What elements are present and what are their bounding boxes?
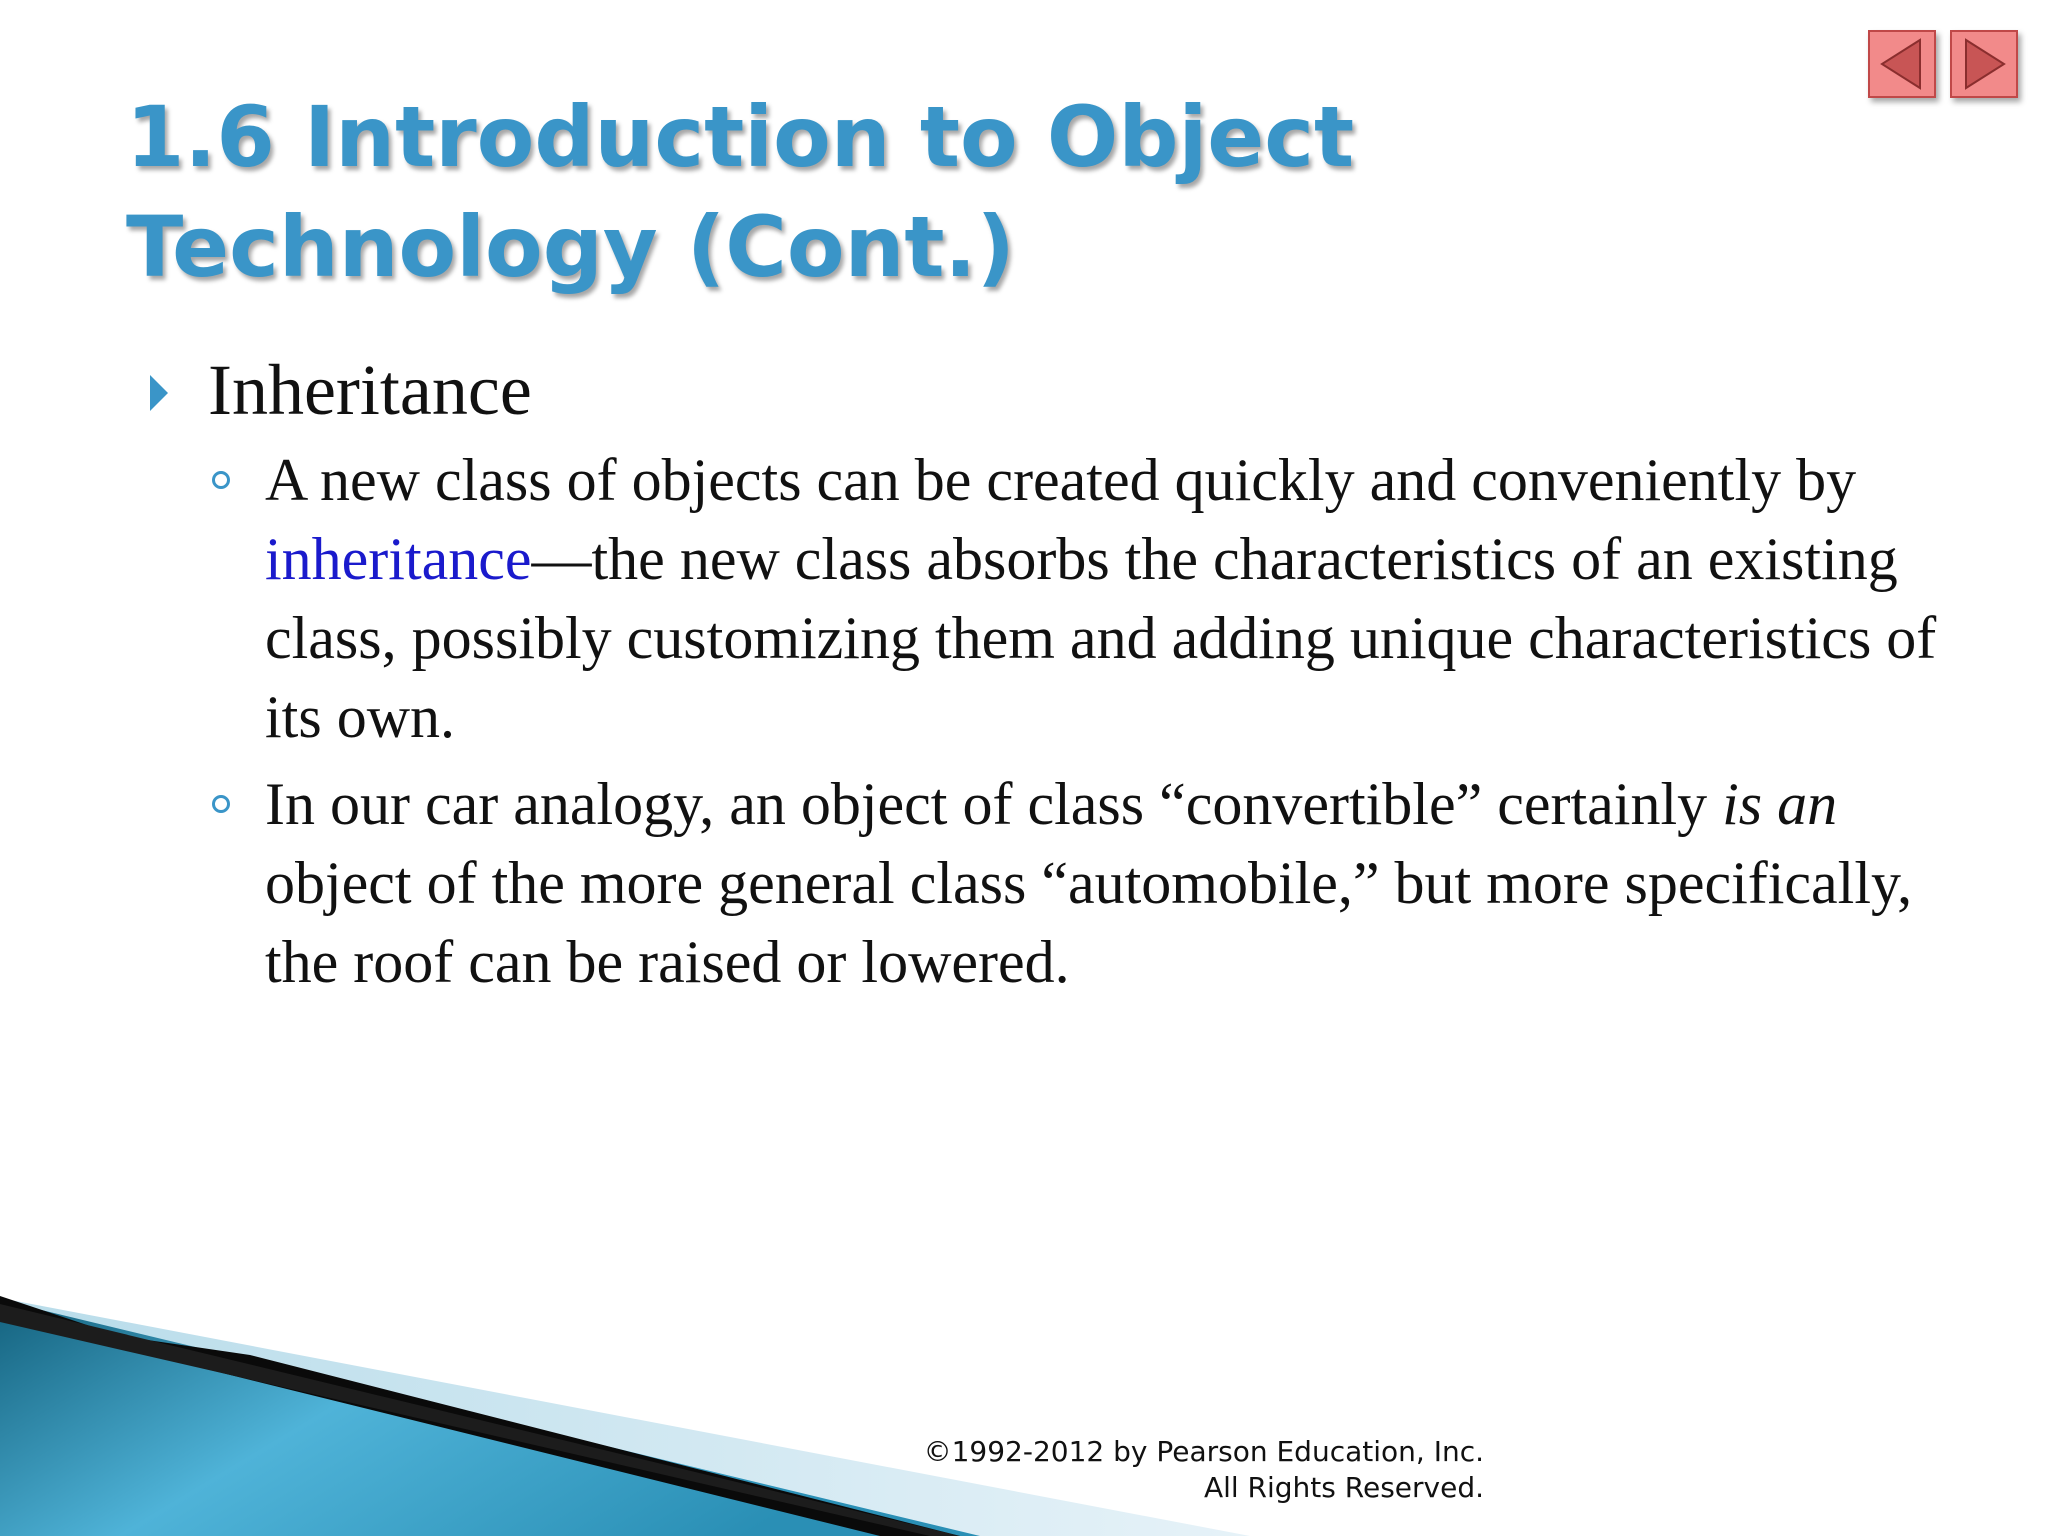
sub-bullet-definition — [150, 441, 1950, 757]
slide-content — [150, 345, 1950, 1010]
sub-bullet-text: —the new class absorbs the characteristics of an existing class, possibly customizing them and adding unique characteristics of its own. — [265, 526, 1937, 750]
circle-bullet-icon — [212, 471, 230, 489]
slide-navigation — [1868, 30, 2018, 98]
previous-slide-button[interactable] — [1868, 30, 1936, 98]
triangle-bullet-icon — [150, 375, 168, 411]
copyright-notice — [924, 1434, 1484, 1506]
slide-title: 1.6 Introduction to Object Technology (Cont.) — [126, 88, 1355, 296]
rights-line: All Rights Reserved. — [1203, 1471, 1484, 1504]
bullet-heading: Inheritance — [208, 350, 532, 430]
triangle-left-icon — [1868, 30, 1936, 98]
bullet-inheritance — [150, 345, 1950, 435]
sub-bullet-text: object of the more general class “automobile,” but more specifically, the roof can be raised or lowered. — [265, 850, 1913, 995]
copyright-line: ©1992-2012 by Pearson Education, Inc. — [923, 1435, 1484, 1468]
sub-bullet-car-analogy — [150, 765, 1950, 1002]
emphasis-is-an: is an — [1722, 771, 1838, 837]
circle-bullet-icon — [212, 795, 230, 813]
sub-bullet-text: A new class of objects can be created quickly and conveniently by — [265, 447, 1857, 513]
term-inheritance: inheritance — [265, 526, 532, 592]
triangle-right-icon — [1950, 30, 2018, 98]
sub-bullet-text: In our car analogy, an object of class “convertible” certainly — [265, 771, 1723, 837]
next-slide-button[interactable] — [1950, 30, 2018, 98]
